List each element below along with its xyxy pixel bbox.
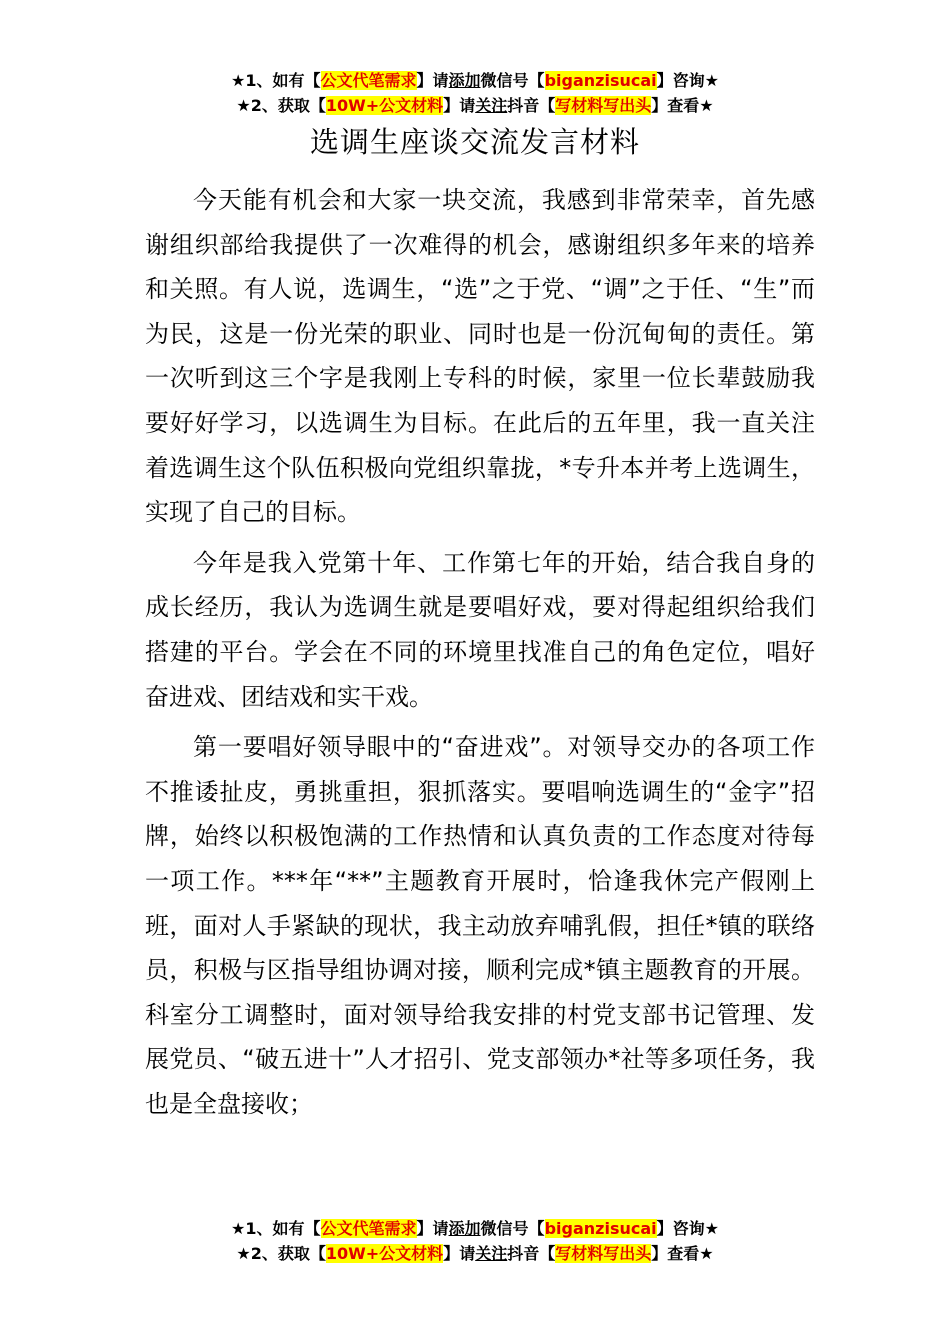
document-title: 选调生座谈交流发言材料 xyxy=(309,125,640,159)
promo-line-1: ★1、如有【公文代笔需求】请添加微信号【biganzisucai】咨询★ xyxy=(231,71,719,90)
promo-highlight: 写材料写出头 xyxy=(555,96,652,115)
paragraph: 第一要唱好领导眼中的“奋进戏”。对领导交办的各项工作不推诿扯皮，勇挑重担，狠抓落实。要唱响选调生的“金字”招牌，始终以积极饱满的工作热情和认真负责的工作态度对待每一项工作。***年“**”主题教育开展时，恰逢我休完产假刚上班，面对人手紧缺的现状，我主动放弃哺乳假，担任*镇的联络员，积极与区指导组协调对接，顺利完成*镇主题教育的开展。科室分工调整时，面对领导给我安排的村党支部书记管理、发展党员、“破五进十”人才招引、党支部领办*社等多项任务，我也是全盘接收； xyxy=(145,733,815,1118)
promo-highlight: biganzisucai xyxy=(544,1219,657,1238)
promo-highlight: 10W+公文材料 xyxy=(325,96,444,115)
header-promo-banner xyxy=(0,68,950,118)
promo-line-1: ★1、如有【公文代笔需求】请添加微信号【biganzisucai】咨询★ xyxy=(231,1219,719,1238)
promo-highlight: 写材料写出头 xyxy=(555,1244,652,1263)
paragraph: 今天能有机会和大家一块交流，我感到非常荣幸，首先感谢组织部给我提供了一次难得的机会，感谢组织多年来的培养和关照。有人说，选调生，“选”之于党、“调”之于任、“生”而为民，这是一份光荣的职业、同时也是一份沉甸甸的责任。第一次听到这三个字是我刚上专科的时候，家里一位长辈鼓励我要好好学习，以选调生为目标。在此后的五年里，我一直关注着选调生这个队伍积极向党组织靠拢，*专升本并考上选调生，实现了自己的目标。 xyxy=(145,186,815,527)
promo-highlight: 公文代笔需求 xyxy=(320,71,417,90)
promo-line-2: ★2、获取【10W+公文材料】请关注抖音【写材料写出头】查看★ xyxy=(236,1244,714,1263)
promo-line-2: ★2、获取【10W+公文材料】请关注抖音【写材料写出头】查看★ xyxy=(236,96,714,115)
paragraph: 今年是我入党第十年、工作第七年的开始，结合我自身的成长经历，我认为选调生就是要唱好戏，要对得起组织给我们搭建的平台。学会在不同的环境里找准自己的角色定位，唱好奋进戏、团结戏和实干戏。 xyxy=(145,548,815,711)
promo-highlight: biganzisucai xyxy=(544,71,657,90)
document-body xyxy=(145,178,815,1132)
footer-promo-banner xyxy=(0,1216,950,1266)
promo-highlight: 公文代笔需求 xyxy=(320,1219,417,1238)
promo-highlight: 10W+公文材料 xyxy=(325,1244,444,1263)
